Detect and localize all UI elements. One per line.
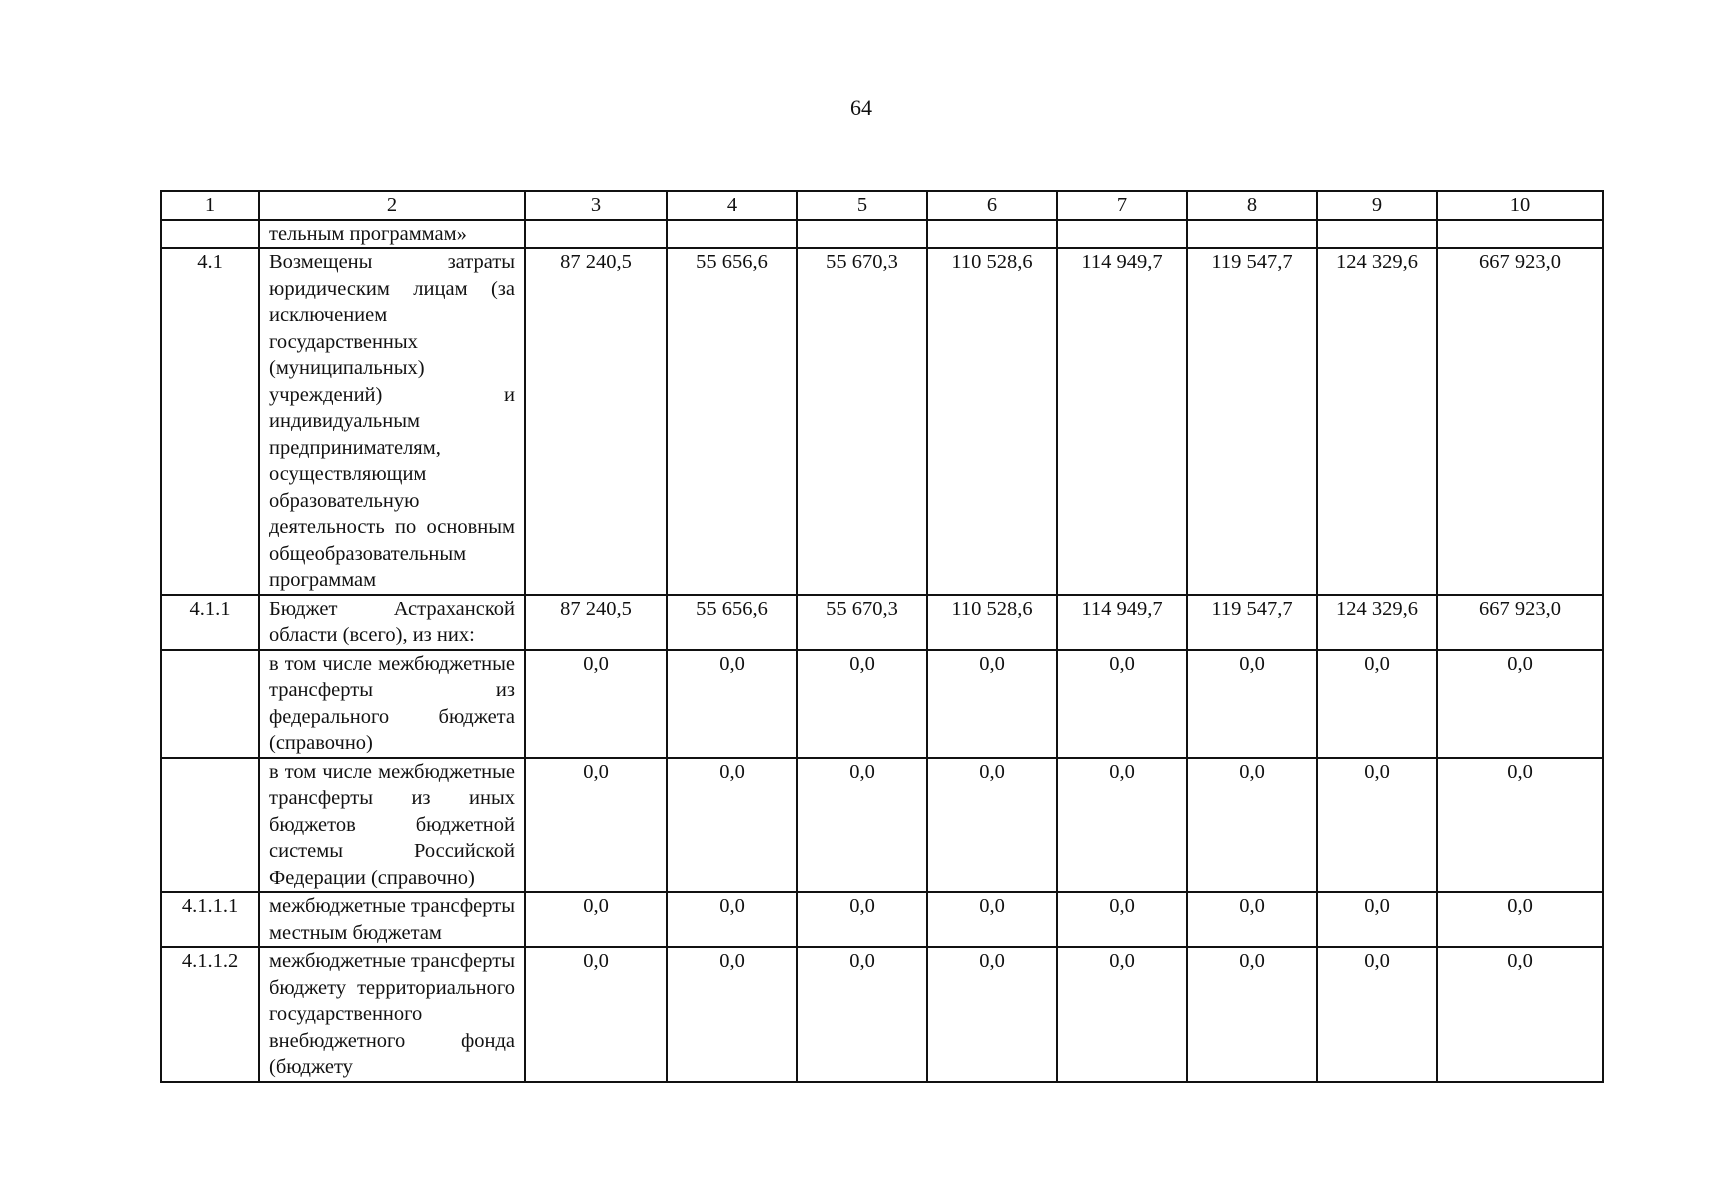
cell-value: 124 329,6 (1317, 248, 1437, 595)
cell-value: 0,0 (667, 650, 797, 758)
table-row (161, 248, 1603, 595)
cell-value: 0,0 (1437, 758, 1603, 893)
cell-value: 0,0 (1437, 892, 1603, 947)
row-description: Бюджет Астраханской области (всего), из них: (259, 595, 525, 650)
table-row (161, 595, 1603, 650)
cell-value: 0,0 (667, 758, 797, 893)
cell-value: 0,0 (927, 947, 1057, 1082)
cell-value: 0,0 (1317, 947, 1437, 1082)
row-number: 4.1 (161, 248, 259, 595)
row-description: межбюджетные трансферты местным бюджетам (259, 892, 525, 947)
row-number (161, 220, 259, 249)
row-number: 4.1.1 (161, 595, 259, 650)
cell-value: 119 547,7 (1187, 595, 1317, 650)
cell-value: 55 670,3 (797, 248, 927, 595)
cell-value: 114 949,7 (1057, 248, 1187, 595)
cell-value: 0,0 (927, 892, 1057, 947)
column-header: 1 (161, 191, 259, 220)
row-number (161, 758, 259, 893)
cell-value: 667 923,0 (1437, 248, 1603, 595)
row-description: в том числе межбюджетные трансферты из иных бюджетов бюджетной системы Российской Федерации (справочно) (259, 758, 525, 893)
row-description: в том числе межбюджетные трансферты из федерального бюджета (справочно) (259, 650, 525, 758)
cell-value: 0,0 (797, 947, 927, 1082)
cell-value: 0,0 (525, 892, 667, 947)
table-header-row (161, 191, 1603, 220)
row-number: 4.1.1.2 (161, 947, 259, 1082)
cell-value: 0,0 (1317, 758, 1437, 893)
row-number: 4.1.1.1 (161, 892, 259, 947)
cell-value: 0,0 (1187, 650, 1317, 758)
cell-value: 0,0 (1317, 892, 1437, 947)
column-header: 4 (667, 191, 797, 220)
cell-value: 0,0 (1187, 758, 1317, 893)
cell-value: 0,0 (667, 892, 797, 947)
table-row (161, 892, 1603, 947)
cell-value: 0,0 (1057, 947, 1187, 1082)
column-header: 5 (797, 191, 927, 220)
cell-value: 114 949,7 (1057, 595, 1187, 650)
cell-value: 0,0 (797, 892, 927, 947)
budget-table (160, 190, 1604, 1083)
cell-value: 0,0 (797, 650, 927, 758)
table-row (161, 947, 1603, 1082)
table-row (161, 758, 1603, 893)
cell-value: 0,0 (797, 758, 927, 893)
column-header: 10 (1437, 191, 1603, 220)
row-description: межбюджетные трансферты бюджету территориального государственного внебюджетного фонда (бюджету (259, 947, 525, 1082)
cell-value (1057, 220, 1187, 249)
cell-value (797, 220, 927, 249)
row-number (161, 650, 259, 758)
cell-value: 124 329,6 (1317, 595, 1437, 650)
cell-value (525, 220, 667, 249)
cell-value: 110 528,6 (927, 595, 1057, 650)
cell-value: 55 670,3 (797, 595, 927, 650)
cell-value: 55 656,6 (667, 595, 797, 650)
row-description: Возмещены затраты юридическим лицам (за исключением государственных (муниципальных) учреждений) и индивидуальным предпринимателям, осуществляющим образовательную деятельность по основным общеобразовательным программам (259, 248, 525, 595)
cell-value (1187, 220, 1317, 249)
cell-value: 0,0 (1187, 892, 1317, 947)
cell-value: 0,0 (525, 758, 667, 893)
cell-value (927, 220, 1057, 249)
cell-value: 119 547,7 (1187, 248, 1317, 595)
cell-value (1317, 220, 1437, 249)
cell-value: 0,0 (1437, 947, 1603, 1082)
cell-value: 0,0 (667, 947, 797, 1082)
cell-value: 0,0 (927, 758, 1057, 893)
column-header: 7 (1057, 191, 1187, 220)
cell-value: 87 240,5 (525, 248, 667, 595)
row-description: тельным программам» (259, 220, 525, 249)
cell-value: 0,0 (1057, 650, 1187, 758)
cell-value: 0,0 (1057, 758, 1187, 893)
cell-value: 0,0 (1437, 650, 1603, 758)
column-header: 2 (259, 191, 525, 220)
cell-value: 87 240,5 (525, 595, 667, 650)
cell-value: 0,0 (1057, 892, 1187, 947)
column-header: 9 (1317, 191, 1437, 220)
table-row (161, 650, 1603, 758)
cell-value: 667 923,0 (1437, 595, 1603, 650)
column-header: 3 (525, 191, 667, 220)
column-header: 6 (927, 191, 1057, 220)
cell-value: 110 528,6 (927, 248, 1057, 595)
column-header: 8 (1187, 191, 1317, 220)
cell-value: 0,0 (1317, 650, 1437, 758)
cell-value: 55 656,6 (667, 248, 797, 595)
table-row (161, 220, 1603, 249)
cell-value: 0,0 (525, 947, 667, 1082)
cell-value (1437, 220, 1603, 249)
cell-value: 0,0 (927, 650, 1057, 758)
page-number: 64 (850, 95, 872, 120)
cell-value (667, 220, 797, 249)
cell-value: 0,0 (1187, 947, 1317, 1082)
cell-value: 0,0 (525, 650, 667, 758)
